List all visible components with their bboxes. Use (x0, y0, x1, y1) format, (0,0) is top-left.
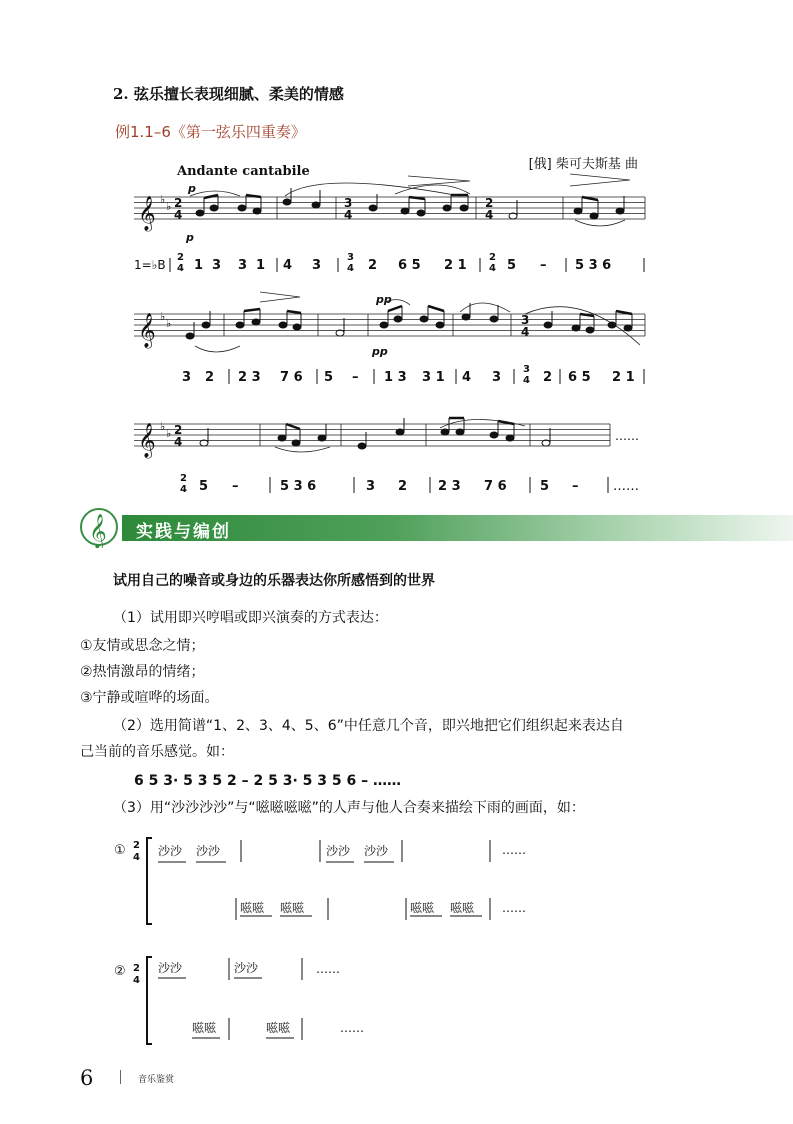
svg-text:♭: ♭ (166, 317, 172, 330)
svg-text:沙沙: 沙沙 (158, 844, 183, 858)
svg-text:5 3 6: 5 3 6 (575, 258, 612, 273)
treble-clef-icon (80, 506, 118, 548)
svg-text:2: 2 (398, 479, 408, 494)
svg-text:2: 2 (543, 370, 553, 385)
svg-text:–: – (540, 258, 547, 273)
svg-text:3: 3 (347, 252, 354, 263)
svg-text:2 3: 2 3 (238, 370, 261, 385)
svg-text:①: ① (114, 843, 126, 858)
item-3: （3）用“沙沙沙沙”与“嗞嗞嗞嗞”的人声与他人合奏来描绘下雨的画面，如： (113, 800, 585, 816)
svg-text:嗞嗞: 嗞嗞 (280, 901, 305, 915)
svg-text:2: 2 (133, 963, 140, 974)
svg-text:pp: pp (376, 293, 392, 306)
svg-text:3 1: 3 1 (422, 370, 445, 385)
svg-text:4: 4 (283, 258, 293, 273)
svg-text:嗞嗞: 嗞嗞 (266, 1021, 291, 1035)
svg-text:2: 2 (489, 252, 496, 263)
svg-text:嗞嗞: 嗞嗞 (450, 901, 475, 915)
svg-text:②: ② (114, 964, 126, 979)
treble-clef-icon: 𝄞 (138, 423, 156, 458)
svg-text:4: 4 (485, 208, 494, 222)
item-1a: ①友情或思念之情； (80, 638, 205, 654)
footer-divider (120, 1070, 121, 1084)
svg-text:4: 4 (174, 208, 183, 222)
composer-credit: [俄] 柴可夫斯基 曲 (528, 157, 638, 172)
svg-text:4: 4 (523, 375, 530, 386)
item-1: （1）试用即兴哼唱或即兴演奏的方式表达： (113, 610, 388, 626)
item-2b: 己当前的音乐感觉。如： (80, 744, 234, 760)
svg-text:2 3: 2 3 (438, 479, 461, 494)
rhythm-scores (0, 820, 793, 1060)
svg-text:1: 1 (194, 258, 204, 273)
number-example: 6 5 3· 5 3 5 2 – 2 5 3· 5 3 5 6 – …… (134, 773, 401, 789)
svg-text:4: 4 (462, 370, 472, 385)
practice-banner (80, 506, 793, 548)
svg-text:2: 2 (174, 423, 183, 437)
svg-text:沙沙: 沙沙 (326, 844, 351, 858)
svg-text:2 1: 2 1 (444, 258, 467, 273)
svg-text:2: 2 (174, 196, 183, 210)
svg-text:3: 3 (238, 258, 248, 273)
svg-text:4: 4 (489, 263, 496, 274)
svg-text:–: – (232, 479, 239, 494)
svg-text:3: 3 (212, 258, 222, 273)
item-2a: （2）选用简谱“1、2、3、4、5、6”中任意几个音，即兴地把它们组织起来表达自 (113, 718, 624, 734)
svg-text:2: 2 (368, 258, 378, 273)
svg-text:4: 4 (133, 975, 140, 986)
svg-text:……: …… (613, 479, 639, 494)
svg-text:6 5: 6 5 (398, 258, 421, 273)
svg-text:……: …… (502, 901, 526, 915)
svg-text:4: 4 (174, 435, 183, 449)
svg-text:4: 4 (344, 208, 353, 222)
svg-text:4: 4 (180, 484, 187, 495)
svg-text:2: 2 (485, 196, 494, 210)
svg-text:1: 1 (256, 258, 266, 273)
item-1b: ②热情激昂的情绪； (80, 664, 205, 680)
svg-text:♭: ♭ (160, 193, 166, 206)
example-label: 例1.1–6《第一弦乐四重奏》 (115, 123, 306, 141)
svg-text:……: …… (615, 429, 639, 443)
svg-text:3: 3 (182, 370, 192, 385)
svg-text:5: 5 (507, 258, 517, 273)
svg-text:p: p (186, 231, 194, 244)
svg-text:4: 4 (347, 263, 354, 274)
svg-text:沙沙: 沙沙 (158, 961, 183, 975)
svg-text:–: – (572, 479, 579, 494)
svg-text:7 6: 7 6 (484, 479, 507, 494)
svg-text:沙沙: 沙沙 (364, 844, 389, 858)
svg-text:2: 2 (180, 473, 187, 484)
svg-text:2: 2 (177, 252, 184, 263)
svg-text:沙沙: 沙沙 (234, 961, 259, 975)
svg-text:pp: pp (372, 345, 388, 358)
svg-text:7 6: 7 6 (280, 370, 303, 385)
svg-text:3: 3 (344, 196, 353, 210)
svg-text:……: …… (502, 843, 526, 857)
svg-text:5: 5 (324, 370, 334, 385)
svg-text:2: 2 (205, 370, 215, 385)
svg-text:3: 3 (492, 370, 502, 385)
footer-book-title: 音乐鉴赏 (138, 1075, 175, 1085)
svg-text:♭: ♭ (166, 200, 172, 213)
staff-3 (134, 424, 610, 446)
svg-text:♭: ♭ (160, 310, 166, 323)
svg-text:嗞嗞: 嗞嗞 (240, 901, 265, 915)
svg-text:4: 4 (177, 263, 184, 274)
svg-text:p: p (188, 182, 196, 195)
svg-text:2: 2 (133, 840, 140, 851)
svg-text:6 5: 6 5 (568, 370, 591, 385)
treble-clef-icon: 𝄞 (138, 196, 156, 231)
treble-clef-icon: 𝄞 (138, 313, 156, 348)
music-score (0, 0, 793, 510)
svg-text:–: – (352, 370, 359, 385)
svg-text:5 3 6: 5 3 6 (280, 479, 317, 494)
svg-text:……: …… (316, 962, 340, 976)
staff-2 (134, 314, 645, 336)
banner-title: 实践与编创 (136, 522, 231, 542)
svg-text:3: 3 (312, 258, 322, 273)
svg-text:嗞嗞: 嗞嗞 (410, 901, 435, 915)
svg-text:4: 4 (521, 325, 530, 339)
svg-text:4: 4 (133, 852, 140, 863)
svg-text:2 1: 2 1 (612, 370, 635, 385)
item-1c: ③宁静或喧哗的场面。 (80, 690, 219, 706)
section-heading: 2. 弦乐擅长表现细腻、柔美的情感 (113, 85, 344, 103)
svg-text:♭: ♭ (160, 420, 166, 433)
svg-text:3: 3 (523, 364, 530, 375)
svg-text:1 3: 1 3 (384, 370, 407, 385)
key-signature: 1=♭B (134, 258, 166, 272)
page-number: 6 (80, 1066, 94, 1090)
svg-text:5: 5 (540, 479, 550, 494)
svg-text:……: …… (340, 1021, 364, 1035)
svg-text:♭: ♭ (166, 427, 172, 440)
svg-text:嗞嗞: 嗞嗞 (192, 1021, 217, 1035)
svg-text:5: 5 (199, 479, 209, 494)
tempo-marking: Andante cantabile (177, 164, 310, 179)
svg-text:3: 3 (366, 479, 376, 494)
svg-text:沙沙: 沙沙 (196, 844, 221, 858)
svg-text:𝄞: 𝄞 (89, 514, 107, 548)
task-title: 试用自己的噪音或身边的乐器表达你所感悟到的世界 (113, 573, 435, 589)
svg-text:3: 3 (521, 313, 530, 327)
